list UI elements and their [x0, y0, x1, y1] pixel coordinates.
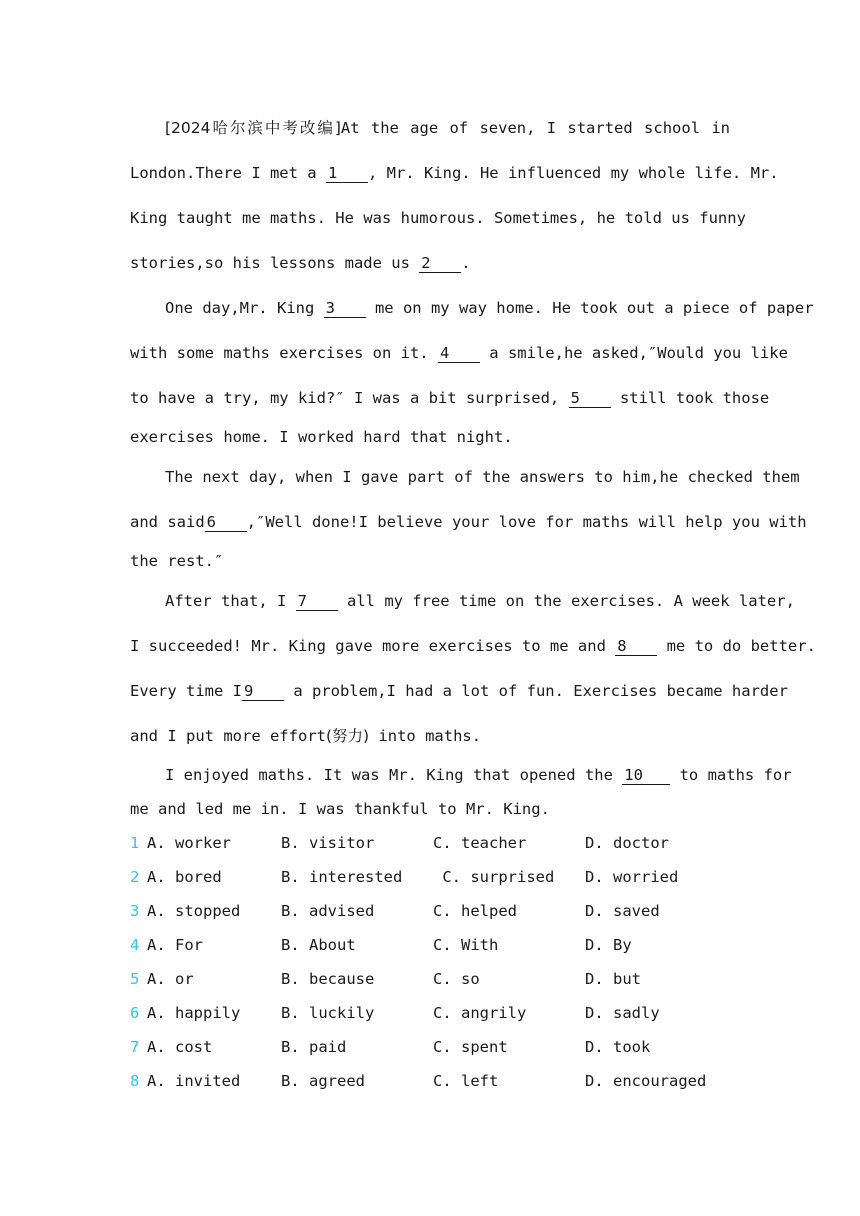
answer-options	[130, 830, 750, 1102]
blank-3[interactable]: 3	[324, 299, 366, 318]
blank-10[interactable]: 10	[622, 766, 670, 785]
option-c[interactable]: C. teacher	[433, 834, 527, 852]
question-number: 6	[130, 1004, 140, 1022]
blank-1[interactable]: 1	[326, 164, 368, 183]
option-a[interactable]: A. or	[147, 970, 194, 988]
blank-6[interactable]: 6	[205, 513, 247, 532]
option-c[interactable]: C. angrily	[433, 1004, 527, 1022]
option-a[interactable]: A. bored	[147, 868, 222, 886]
question-number: 4	[130, 936, 140, 954]
option-a[interactable]: A. For	[147, 936, 203, 954]
option-a[interactable]: A. stopped	[147, 902, 241, 920]
blank-9[interactable]: 9	[242, 682, 284, 701]
option-c[interactable]: C. spent	[433, 1038, 508, 1056]
option-b[interactable]: B. agreed	[281, 1072, 365, 1090]
question-number: 1	[130, 834, 140, 852]
option-d[interactable]: D. took	[585, 1038, 651, 1056]
source-tag: [2024哈尔滨中考改编]	[165, 119, 341, 137]
option-a[interactable]: A. worker	[147, 834, 231, 852]
option-b[interactable]: B. About	[281, 936, 356, 954]
option-c[interactable]: C. so	[433, 970, 480, 988]
question-row	[130, 932, 750, 966]
option-b[interactable]: B. paid	[281, 1038, 347, 1056]
question-number: 5	[130, 970, 140, 988]
question-row	[130, 830, 750, 864]
paragraph-4: After that, I 7 all my free time on the exercises. A week later, I succeeded! Mr. King gave more exercises to me and 8 me to do better. Every time I 9 a problem,I had a lot of fun. Exercises became harder and I put more effort(努力) into maths.	[130, 592, 816, 745]
question-row	[130, 864, 750, 898]
option-b[interactable]: B. because	[281, 970, 375, 988]
question-number: 7	[130, 1038, 140, 1056]
question-row	[130, 1000, 750, 1034]
question-row	[130, 1034, 750, 1068]
option-c[interactable]: C. surprised	[433, 868, 555, 886]
blank-5[interactable]: 5	[569, 389, 611, 408]
option-d[interactable]: D. but	[585, 970, 641, 988]
option-b[interactable]: B. luckily	[281, 1004, 375, 1022]
question-row	[130, 898, 750, 932]
paragraph-2: One day,Mr. King 3 me on my way home. He took out a piece of paper with some maths exercises on it. 4 a smile,he asked,″Would you like to have a try, my kid?″ I was a bit surprised, 5 still took those exercises home. I worked hard that night.	[130, 299, 814, 446]
option-b[interactable]: B. interested	[281, 868, 403, 886]
option-c[interactable]: C. left	[433, 1072, 499, 1090]
paragraph-1: [2024哈尔滨中考改编]At the age of seven, I started school in London.There I met a 1 , Mr. King. He influenced my whole life. Mr. King taught me maths. He was humorous. Sometimes, he told us funny stories,so his lessons made us 2 .	[130, 119, 779, 272]
option-d[interactable]: D. saved	[585, 902, 660, 920]
question-number: 2	[130, 868, 140, 886]
option-d[interactable]: D. doctor	[585, 834, 669, 852]
paragraph-5: I enjoyed maths. It was Mr. King that opened the 10 to maths for me and led me in. I was thankful to Mr. King.	[130, 766, 792, 818]
question-number: 3	[130, 902, 140, 920]
question-number: 8	[130, 1072, 140, 1090]
blank-4[interactable]: 4	[438, 344, 480, 363]
option-a[interactable]: A. cost	[147, 1038, 213, 1056]
paragraph-3: The next day, when I gave part of the answers to him,he checked them and said 6 ,″Well done!I believe your love for maths will help you with the rest.″	[130, 468, 807, 570]
question-row	[130, 966, 750, 1000]
option-a[interactable]: A. happily	[147, 1004, 241, 1022]
option-c[interactable]: C. helped	[433, 902, 517, 920]
option-b[interactable]: B. advised	[281, 902, 375, 920]
option-b[interactable]: B. visitor	[281, 834, 375, 852]
blank-2[interactable]: 2	[419, 254, 461, 273]
blank-7[interactable]: 7	[296, 592, 338, 611]
option-a[interactable]: A. invited	[147, 1072, 241, 1090]
option-d[interactable]: D. encouraged	[585, 1072, 707, 1090]
option-d[interactable]: D. By	[585, 936, 632, 954]
option-d[interactable]: D. worried	[585, 868, 679, 886]
question-row	[130, 1068, 750, 1102]
option-c[interactable]: C. With	[433, 936, 499, 954]
blank-8[interactable]: 8	[615, 637, 657, 656]
option-d[interactable]: D. sadly	[585, 1004, 660, 1022]
